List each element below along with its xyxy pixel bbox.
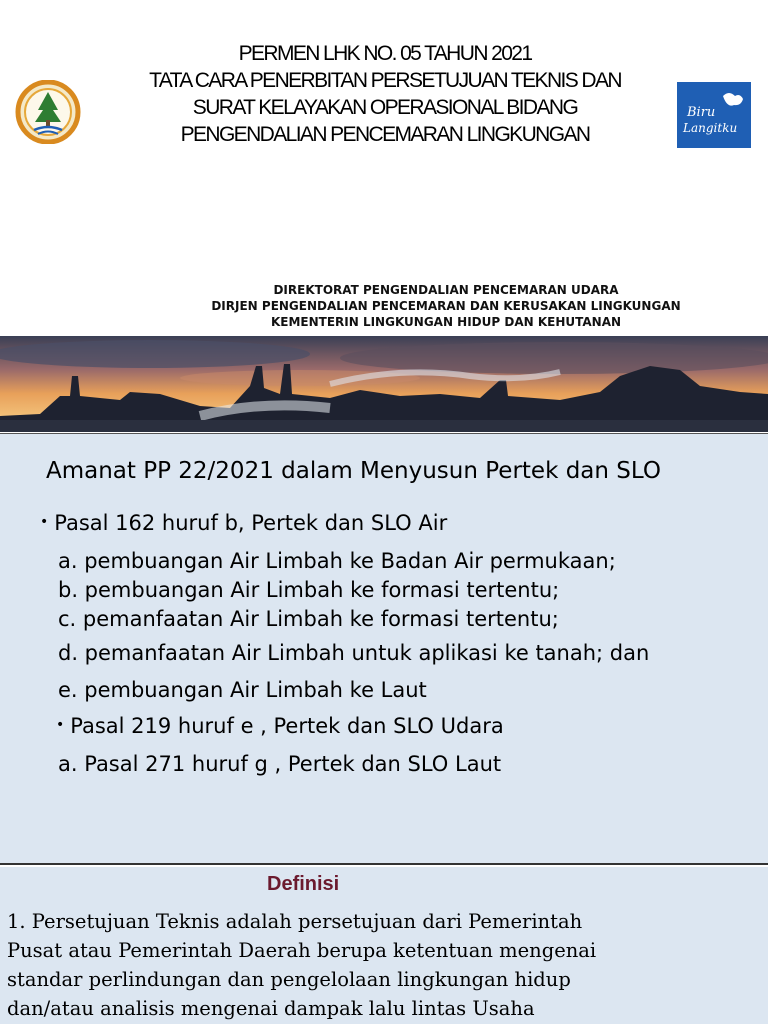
list-item: c. pemanfaatan Air Limbah ke formasi tertentu; xyxy=(58,607,559,631)
paragraph-line: dan/atau analisis mengenai dampak lalu lintas Usaha xyxy=(7,997,535,1020)
slide-title: Definisi xyxy=(267,873,340,895)
biru-langitku-logo xyxy=(677,82,751,148)
paragraph-line: Pusat atau Pemerintah Daerah berupa ketentuan mengenai xyxy=(7,939,597,962)
paragraph-line: 1. Persetujuan Teknis adalah persetujuan dari Pemerintah xyxy=(7,910,583,933)
org-line: DIRJEN PENGENDALIAN PENCEMARAN DAN KERUSAKAN LINGKUNGAN xyxy=(211,299,681,313)
list-item: a. pembuangan Air Limbah ke Badan Air permukaan; xyxy=(58,549,616,573)
list-item: d. pemanfaatan Air Limbah untuk aplikasi ke tanah; dan xyxy=(58,641,650,665)
title-slide xyxy=(0,0,768,432)
slide-title: Amanat PP 22/2021 dalam Menyusun Pertek dan SLO xyxy=(46,458,661,484)
industrial-skyline-banner xyxy=(0,336,768,432)
list-item xyxy=(40,509,447,538)
mandate-slide xyxy=(0,433,768,865)
logo-text: Langitku xyxy=(683,121,738,135)
list-item: b. pembuangan Air Limbah ke formasi tertentu; xyxy=(58,578,560,602)
title-line: PENGENDALIAN PENCEMARAN LINGKUNGAN xyxy=(180,123,590,146)
org-line: KEMENTERIN LINGKUNGAN HIDUP DAN KEHUTANAN xyxy=(270,315,622,329)
organization-names xyxy=(190,282,702,330)
title-line: SURAT KELAYAKAN OPERASIONAL BIDANG xyxy=(192,96,578,119)
list-item-text: Pasal 162 huruf b, Pertek dan SLO Air xyxy=(54,511,448,535)
paragraph-line: standar perlindungan dan pengelolaan lingkungan hidup xyxy=(7,968,571,991)
list-item: e. pembuangan Air Limbah ke Laut xyxy=(58,678,427,702)
definition-slide xyxy=(0,867,768,1024)
org-line: DIREKTORAT PENGENDALIAN PENCEMARAN UDARA xyxy=(273,283,619,297)
list-item-text: Pasal 219 huruf e , Pertek dan SLO Udara xyxy=(70,714,504,738)
title-line: TATA CARA PENERBITAN PERSETUJUAN TEKNIS DAN xyxy=(149,69,621,92)
bullet-icon: • xyxy=(40,514,49,530)
list-item xyxy=(56,712,504,741)
ministry-emblem-icon xyxy=(14,80,82,144)
title-line: PERMEN LHK NO. 05 TAHUN 2021 xyxy=(238,42,532,65)
bullet-icon: • xyxy=(56,717,65,733)
list-item: a. Pasal 271 huruf g , Pertek dan SLO Laut xyxy=(58,752,502,776)
definition-paragraph xyxy=(7,907,763,1023)
regulation-title xyxy=(100,40,670,148)
logo-text: Biru xyxy=(687,105,716,120)
